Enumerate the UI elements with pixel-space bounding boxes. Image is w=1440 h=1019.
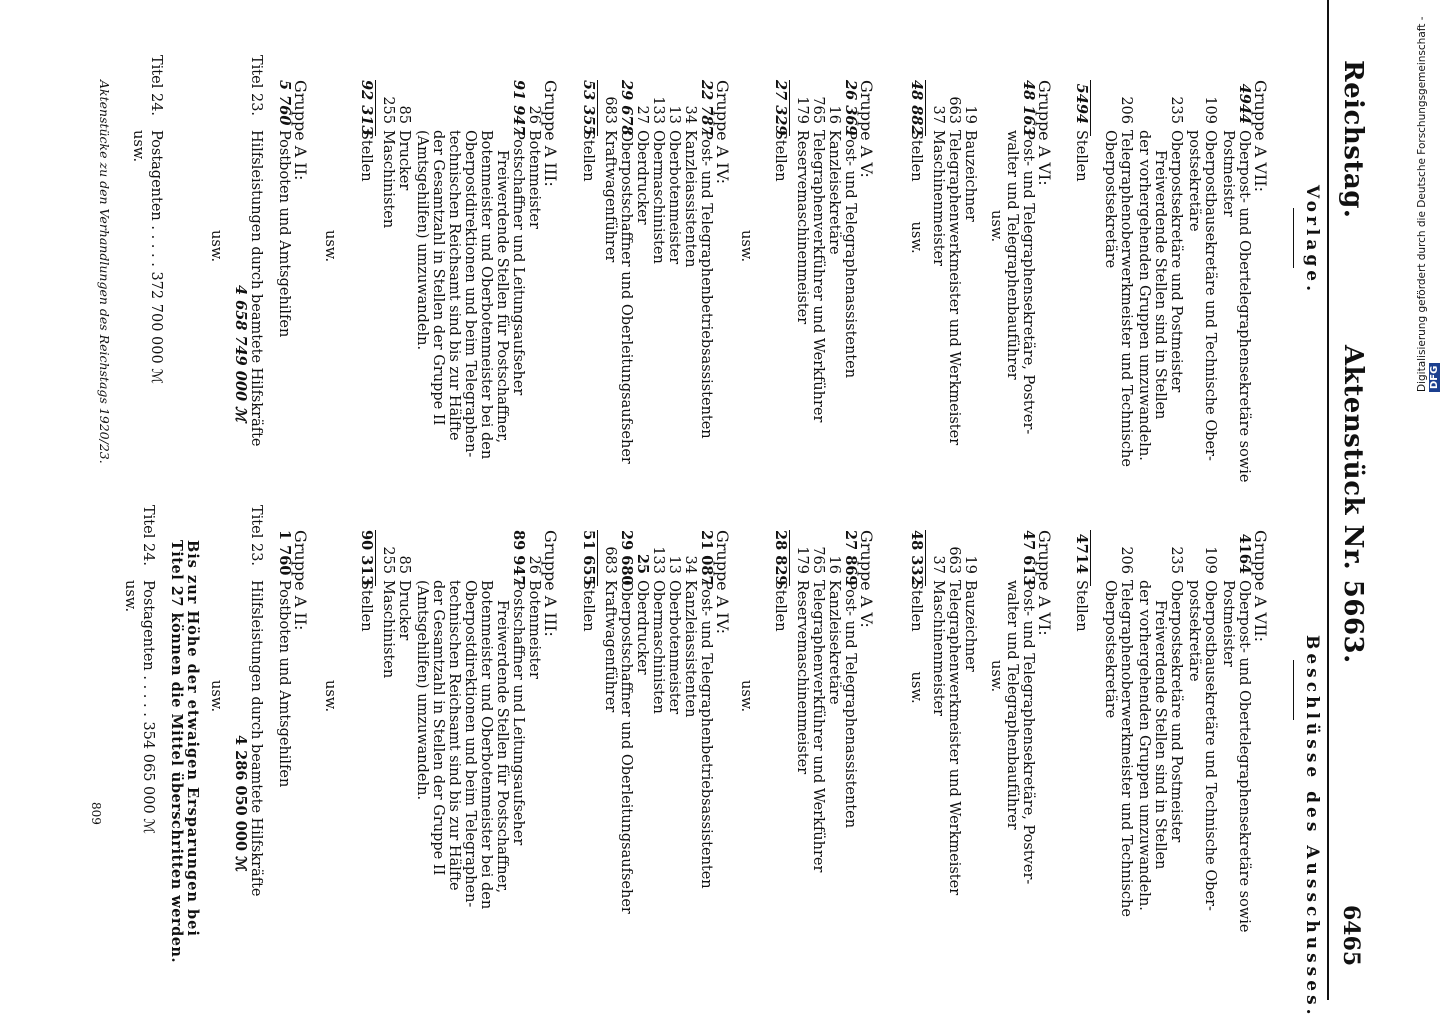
list-item: 179Reservemaschinenmeister	[794, 96, 810, 325]
header-center: Aktenstück Nr. 5663.	[1338, 345, 1368, 664]
usw-text: usw.	[738, 680, 754, 713]
amount: 4 658 749 000 ℳ	[232, 285, 249, 422]
paragraph-line: technischen Reichsamt sind bis zur Hälfte	[446, 130, 462, 441]
header-left: Reichstag.	[1338, 60, 1368, 219]
right-title-rule	[1293, 660, 1294, 720]
sum-rule	[1090, 530, 1091, 586]
right-column-title: Beschlüsse des Ausschusses.	[1302, 635, 1322, 1019]
list-item: 47 613Post- und Telegraphensekretäre, Postver-	[1020, 530, 1037, 885]
title-item: Titel 23.Hilfsleistungen durch beamtete Hilfskräfte	[248, 505, 264, 897]
list-item: 91 947Postschaffner und Leitungsaufseher	[510, 80, 527, 396]
list-item-cont: usw.	[988, 660, 1004, 693]
group-sum: 4714Stellen	[1073, 533, 1090, 632]
dfg-logo: DFG	[1429, 363, 1440, 392]
list-item: 109Oberpostbausekretäre und Technische Ober-	[1202, 96, 1218, 461]
list-item: 89 947Postschaffner und Leitungsaufseher	[510, 530, 527, 846]
list-item: 48 163Post- und Telegraphensekretäre, Postver-	[1020, 80, 1037, 435]
group-sum: 92 313Stellen	[358, 80, 375, 182]
list-item: 683Kraftwagenführer	[602, 96, 618, 263]
sum-rule	[597, 80, 598, 136]
list-item-cont: Oberpostsekretäre	[1102, 580, 1118, 719]
group-sum: 51 655Stellen	[580, 530, 597, 632]
group-sum: 53 355Stellen	[580, 80, 597, 182]
sum-rule	[597, 530, 598, 586]
list-item: 109Oberpostbausekretäre und Technische Ober-	[1202, 546, 1218, 911]
list-item: 13Oberbotenmeister	[666, 105, 682, 265]
list-item: 13Oberbotenmeister	[666, 555, 682, 715]
title-item: Titel 23.Hilfsleistungen durch beamtete Hilfskräfte	[248, 55, 264, 447]
paragraph-line: Oberpostdirektionen und beim Telegraphen-	[462, 130, 478, 458]
list-item-cont: walter und Telegraphenbauführer	[1004, 580, 1020, 830]
group-label: Gruppe A VI:	[1035, 80, 1054, 186]
list-item: 5 760Postboten und Amtsgehilfen	[276, 80, 293, 338]
usw-text: usw.	[322, 230, 338, 263]
list-item: 235Oberpostsekretäre und Postmeister	[1168, 546, 1184, 843]
list-item: 1 760Postboten und Amtsgehilfen	[276, 530, 293, 788]
group-label: Gruppe A VII:	[1251, 80, 1270, 192]
group-label: Gruppe A IV:	[713, 530, 732, 635]
paragraph-line: (Amtsgehilfen) umzuwandeln.	[414, 580, 430, 801]
sum-rule	[375, 530, 376, 586]
group-label: Gruppe A III:	[541, 530, 560, 637]
title-item: Titel 24.Postagenten . . . . . 354 065 000 ℳ	[140, 505, 156, 834]
list-item-note: der vorhergehenden Gruppen umzuwandeln.	[1136, 580, 1152, 911]
list-item: 133Obermaschinisten	[650, 546, 666, 714]
list-item: 34Kanzleiassistenten	[682, 105, 698, 268]
group-sum: 27 329Stellen	[772, 80, 789, 182]
paragraph-line: Botenmeister und Oberbotenmeister bei den	[478, 130, 494, 460]
list-item: 4944Oberpost- und Obertelegraphensekretäre sowie	[1236, 83, 1253, 483]
list-item-cont: usw.	[988, 210, 1004, 243]
left-title-rule	[1293, 208, 1294, 268]
group-label: Gruppe A VI:	[1035, 530, 1054, 636]
column-divider	[94, 510, 1274, 512]
list-item: 179Reservemaschinenmeister	[794, 546, 810, 775]
usw-text: usw.	[738, 230, 754, 263]
list-item: 85Drucker	[396, 105, 412, 191]
footnote: Aktenstücke zu den Verhandlungen des Reichstags 1920/23.	[97, 80, 112, 464]
sum-rule	[1090, 80, 1091, 136]
group-label: Gruppe A II:	[291, 80, 310, 181]
list-item-cont: walter und Telegraphenbauführer	[1004, 130, 1020, 380]
bold-note: Titel 27 können die Mittel überschritten werden.	[168, 540, 185, 964]
sum-rule	[375, 80, 376, 136]
list-item: 765Telegraphenverkführer und Werkführer	[810, 546, 826, 873]
paragraph-line: technischen Reichsamt sind bis zur Hälfte	[446, 580, 462, 891]
list-item: 206Telegraphenoberwerkmeister und Technische	[1118, 96, 1134, 467]
header-rule	[1327, 0, 1329, 1000]
digitization-text: Digitalisierung gefördert durch die Deutsche Forschungsgemeinschaft -	[1416, 16, 1428, 392]
usw-text: usw.	[208, 680, 224, 713]
sum-rule	[925, 530, 926, 586]
list-item: 206Telegraphenoberwerkmeister und Technische	[1118, 546, 1134, 917]
list-item: 22 787Post- und Telegraphenbetriebsassistenten	[698, 80, 715, 439]
left-column-title: Vorlage.	[1302, 185, 1322, 296]
group-label: Gruppe A III:	[541, 80, 560, 187]
list-item: 235Oberpostsekretäre und Postmeister	[1168, 96, 1184, 393]
paragraph-line: Botenmeister und Oberbotenmeister bei den	[478, 580, 494, 910]
list-item: 37Maschinenmeister	[930, 105, 946, 267]
list-item: 27Oberdrucker	[634, 105, 650, 225]
list-item: 26Botenmeister	[526, 105, 542, 229]
list-item: 663Telegraphenwerkmeister und Werkmeister	[946, 546, 962, 896]
list-item: 37Maschinenmeister	[930, 555, 946, 717]
list-item: 255Maschinisten	[380, 546, 396, 679]
list-item: 19Bauzeichner	[962, 105, 978, 222]
list-item: 16Kanzleisekretäre	[826, 105, 842, 255]
usw-text: usw.	[322, 680, 338, 713]
bold-note: Bis zur Höhe der etwaigen Ersparungen bei	[184, 540, 201, 937]
list-item: 26Botenmeister	[526, 555, 542, 679]
list-item: 26 369Post- und Telegraphenassistenten	[842, 80, 859, 379]
list-item: 34Kanzleiassistenten	[682, 555, 698, 718]
group-sum: 28 829Stellen	[772, 530, 789, 632]
paragraph-line: der Gesamtzahl in Stellen der Gruppe II	[430, 580, 446, 876]
list-item: 683Kraftwagenführer	[602, 546, 618, 713]
list-item: 29 678Oberpostschaffner und Oberleitungsaufseher	[618, 80, 635, 464]
group-label: Gruppe A V:	[857, 80, 876, 178]
list-item: 29 680Oberpostschaffner und Oberleitungsaufseher	[618, 530, 635, 914]
group-sum: 90 313Stellen	[358, 530, 375, 632]
list-item: 25Oberdrucker	[634, 553, 651, 675]
list-item: 21 087Post- und Telegraphenbetriebsassistenten	[698, 530, 715, 889]
paragraph-line: Oberpostdirektionen und beim Telegraphen-	[462, 580, 478, 908]
paragraph-line: (Amtsgehilfen) umzuwandeln.	[414, 130, 430, 351]
list-item: 27 869Post- und Telegraphenassistenten	[842, 530, 859, 829]
group-sum: 48 332Stellenusw.	[908, 530, 925, 704]
usw-text: usw.	[208, 230, 224, 263]
list-item-cont: postsekretäre	[1186, 130, 1202, 232]
list-item: 765Telegraphenverkführer und Werkführer	[810, 96, 826, 423]
list-item: 133Obermaschinisten	[650, 96, 666, 264]
list-item-cont: Oberpostsekretäre	[1102, 130, 1118, 269]
sum-rule	[789, 80, 790, 136]
usw-text: usw.	[130, 130, 146, 163]
list-item-cont: postsekretäre	[1186, 580, 1202, 682]
group-label: Gruppe A II:	[291, 530, 310, 631]
page-footer-number: 809	[89, 802, 103, 825]
group-sum: 48 882Stellenusw.	[908, 80, 925, 254]
list-item: 19Bauzeichner	[962, 555, 978, 672]
list-item-cont: Postmeister	[1220, 130, 1236, 217]
group-sum: 5494Stellen	[1073, 83, 1090, 182]
list-item-note: Freiwerdende Stellen sind in Stellen	[1152, 150, 1168, 420]
list-item-note: der vorhergehenden Gruppen umzuwandeln.	[1136, 130, 1152, 461]
paragraph-line: Freiwerdende Stellen für Postschaffner,	[494, 150, 510, 444]
usw-text: usw.	[122, 580, 138, 613]
paragraph-line: Freiwerdende Stellen für Postschaffner,	[494, 600, 510, 894]
digitization-note	[1412, 0, 1440, 1000]
page-number: 6465	[1338, 905, 1364, 967]
list-item: 4164Oberpost- und Obertelegraphensekretäre sowie	[1236, 533, 1253, 933]
group-label: Gruppe A IV:	[713, 80, 732, 185]
list-item: 663Telegraphenwerkmeister und Werkmeister	[946, 96, 962, 446]
paragraph-line: der Gesamtzahl in Stellen der Gruppe II	[430, 130, 446, 426]
list-item-cont: Postmeister	[1220, 580, 1236, 667]
list-item: 16Kanzleisekretäre	[826, 555, 842, 705]
sum-rule	[789, 530, 790, 586]
list-item: 255Maschinisten	[380, 96, 396, 229]
group-label: Gruppe A V:	[857, 530, 876, 628]
sum-rule	[925, 80, 926, 136]
group-label: Gruppe A VII:	[1251, 530, 1270, 642]
title-item: Titel 24.Postagenten . . . . . 372 700 000 ℳ	[148, 55, 164, 384]
list-item-note: Freiwerdende Stellen sind in Stellen	[1152, 600, 1168, 870]
amount: 4 286 050 000 ℳ	[232, 735, 249, 872]
list-item: 85Drucker	[396, 555, 412, 641]
